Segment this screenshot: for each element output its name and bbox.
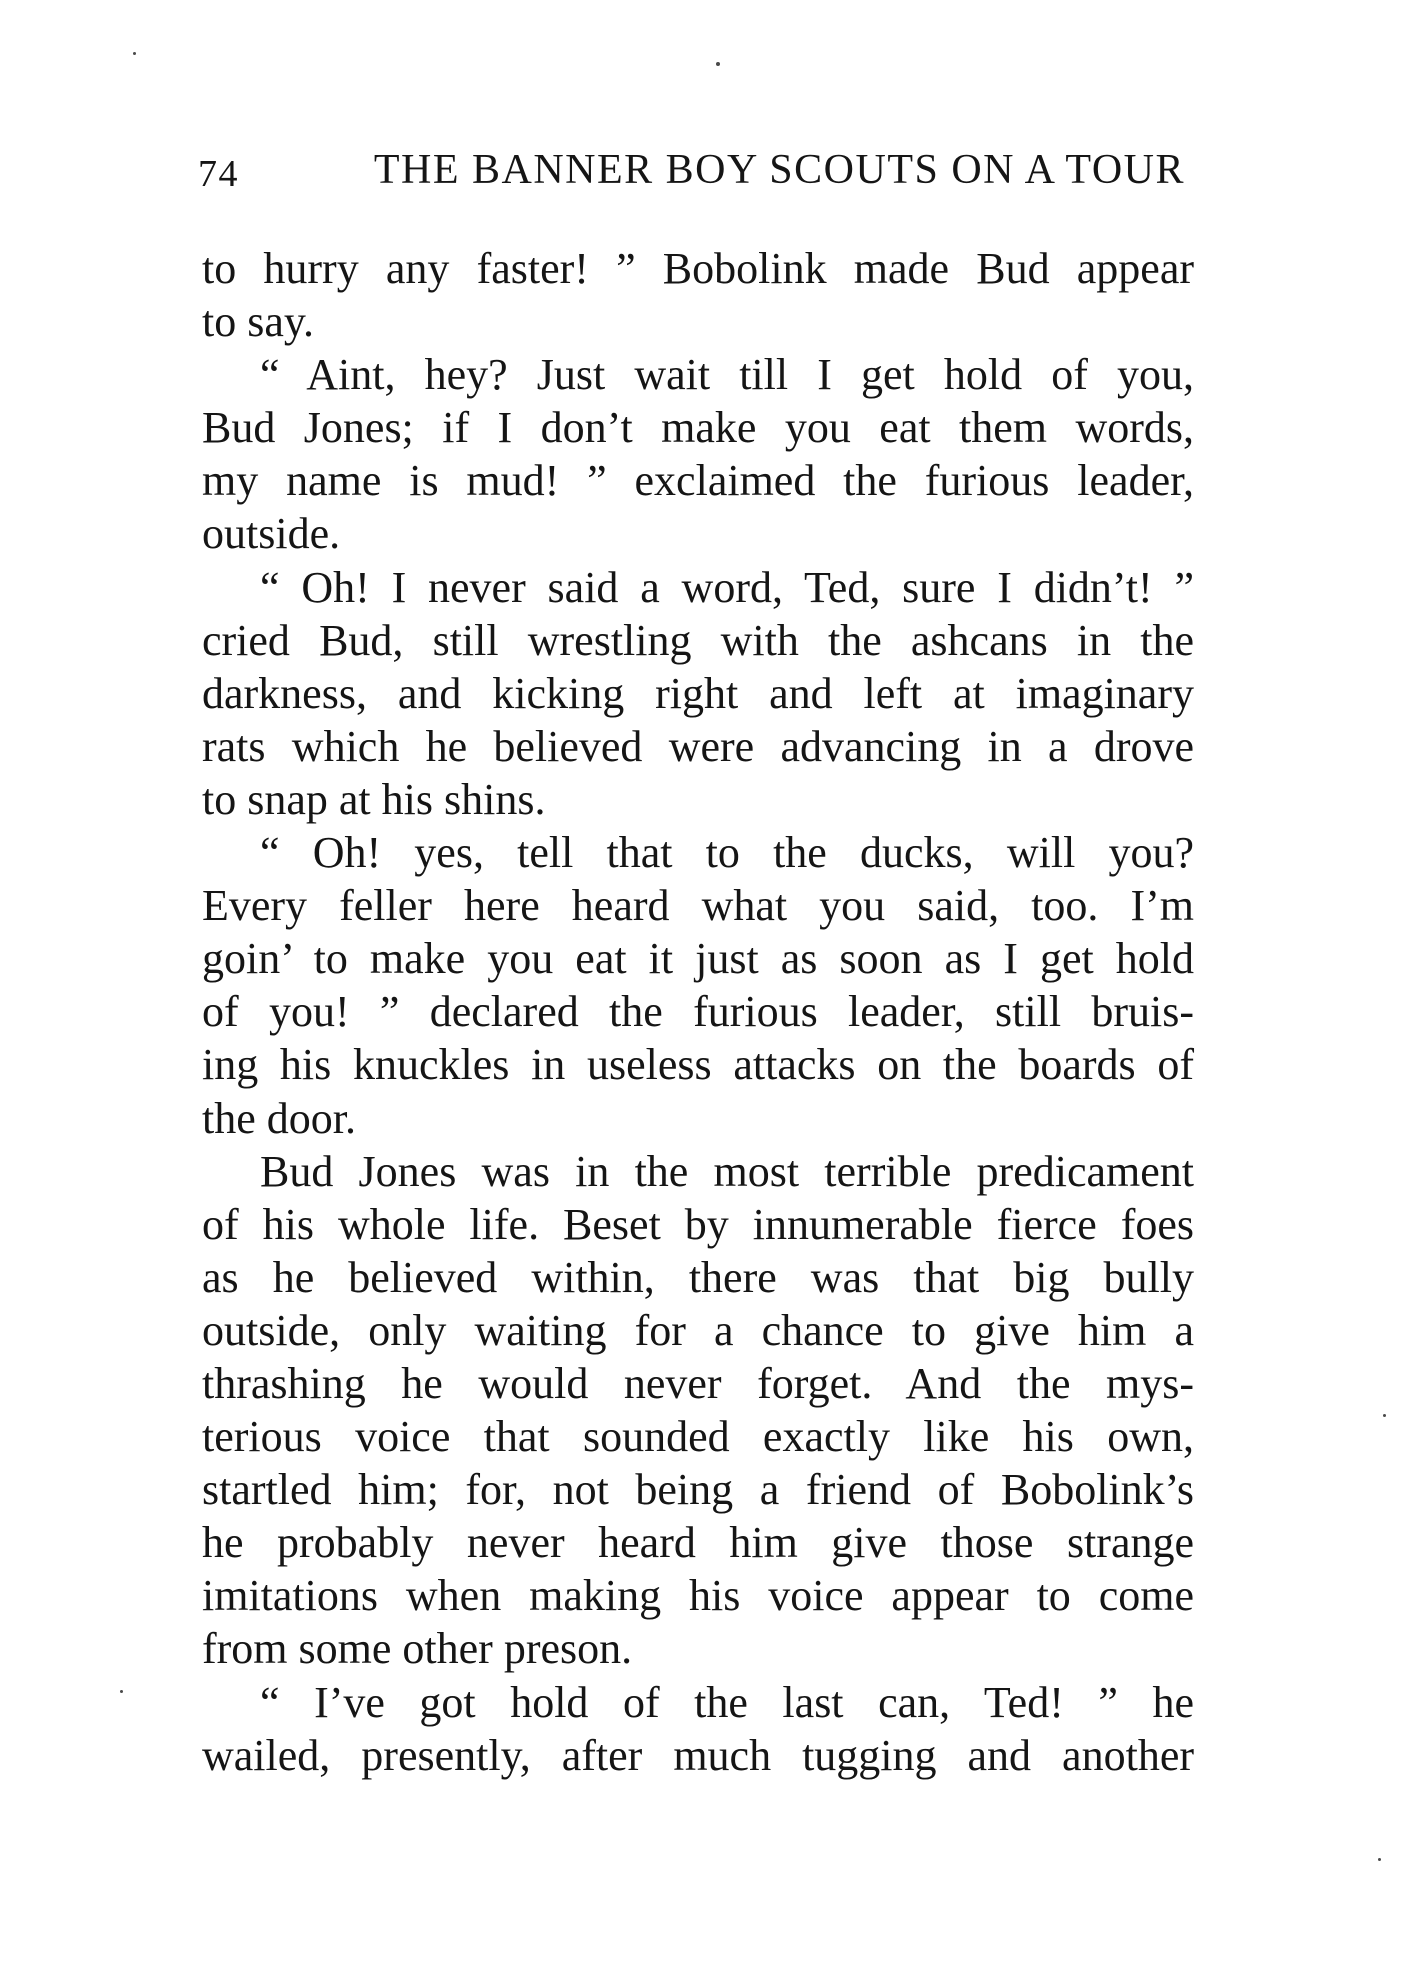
text-line: Bud Jones was in the most terrible predicament <box>260 1146 1194 1196</box>
page-number: 74 <box>198 153 239 195</box>
text-line: as he believed within, there was that big bully <box>202 1252 1194 1302</box>
scan-speck <box>133 52 136 55</box>
text-line: the door. <box>202 1093 356 1143</box>
text-line: outside, only waiting for a chance to give him a <box>202 1305 1194 1355</box>
text-line: “ Oh! I never said a word, Ted, sure I didn’t! ” <box>260 562 1194 612</box>
book-title: THE BANNER BOY SCOUTS ON A TOUR <box>373 147 1185 193</box>
text-line: of you! ” declared the furious leader, still bruis- <box>202 987 1194 1037</box>
text-line: cried Bud, still wrestling with the ashcans in the <box>202 615 1194 665</box>
text-line: my name is mud! ” exclaimed the furious leader, <box>202 456 1194 506</box>
text-line: he probably never heard him give those strange <box>202 1518 1194 1568</box>
text-line: to say. <box>202 297 315 347</box>
scan-speck <box>120 1690 123 1693</box>
text-line: outside. <box>202 509 341 559</box>
text-line: startled him; for, not being a friend of Bobolink’s <box>202 1465 1194 1515</box>
text-line: “ I’ve got hold of the last can, Ted! ” he <box>260 1677 1194 1727</box>
scan-speck <box>1383 1414 1386 1417</box>
text-line: to hurry any faster! ” Bobolink made Bud appear <box>202 244 1194 293</box>
text-line: ing his knuckles in useless attacks on the boards of <box>202 1040 1194 1090</box>
text-line: wailed, presently, after much tugging and another <box>202 1730 1194 1780</box>
text-line: darkness, and kicking right and left at imaginary <box>202 668 1194 718</box>
text-line: Every feller here heard what you said, too. I’m <box>202 881 1194 931</box>
scan-speck <box>716 62 720 66</box>
running-head <box>198 146 1185 206</box>
text-line: terious voice that sounded exactly like his own, <box>202 1412 1194 1462</box>
body-text <box>202 242 1194 1782</box>
text-line: Bud Jones; if I don’t make you eat them words, <box>202 403 1194 453</box>
scan-speck <box>1378 1858 1381 1861</box>
text-line: to snap at his shins. <box>202 774 546 824</box>
text-line: rats which he believed were advancing in a drove <box>202 721 1194 771</box>
text-line: thrashing he would never forget. And the mys- <box>202 1358 1194 1408</box>
text-line: of his whole life. Beset by innumerable fierce foes <box>202 1199 1194 1249</box>
text-line: from some other preson. <box>202 1624 633 1674</box>
text-line: “ Aint, hey? Just wait till I get hold of you, <box>260 350 1194 400</box>
text-line: imitations when making his voice appear to come <box>202 1571 1194 1621</box>
text-line: goin’ to make you eat it just as soon as I get hold <box>202 934 1194 984</box>
text-line: “ Oh! yes, tell that to the ducks, will you? <box>260 828 1194 878</box>
